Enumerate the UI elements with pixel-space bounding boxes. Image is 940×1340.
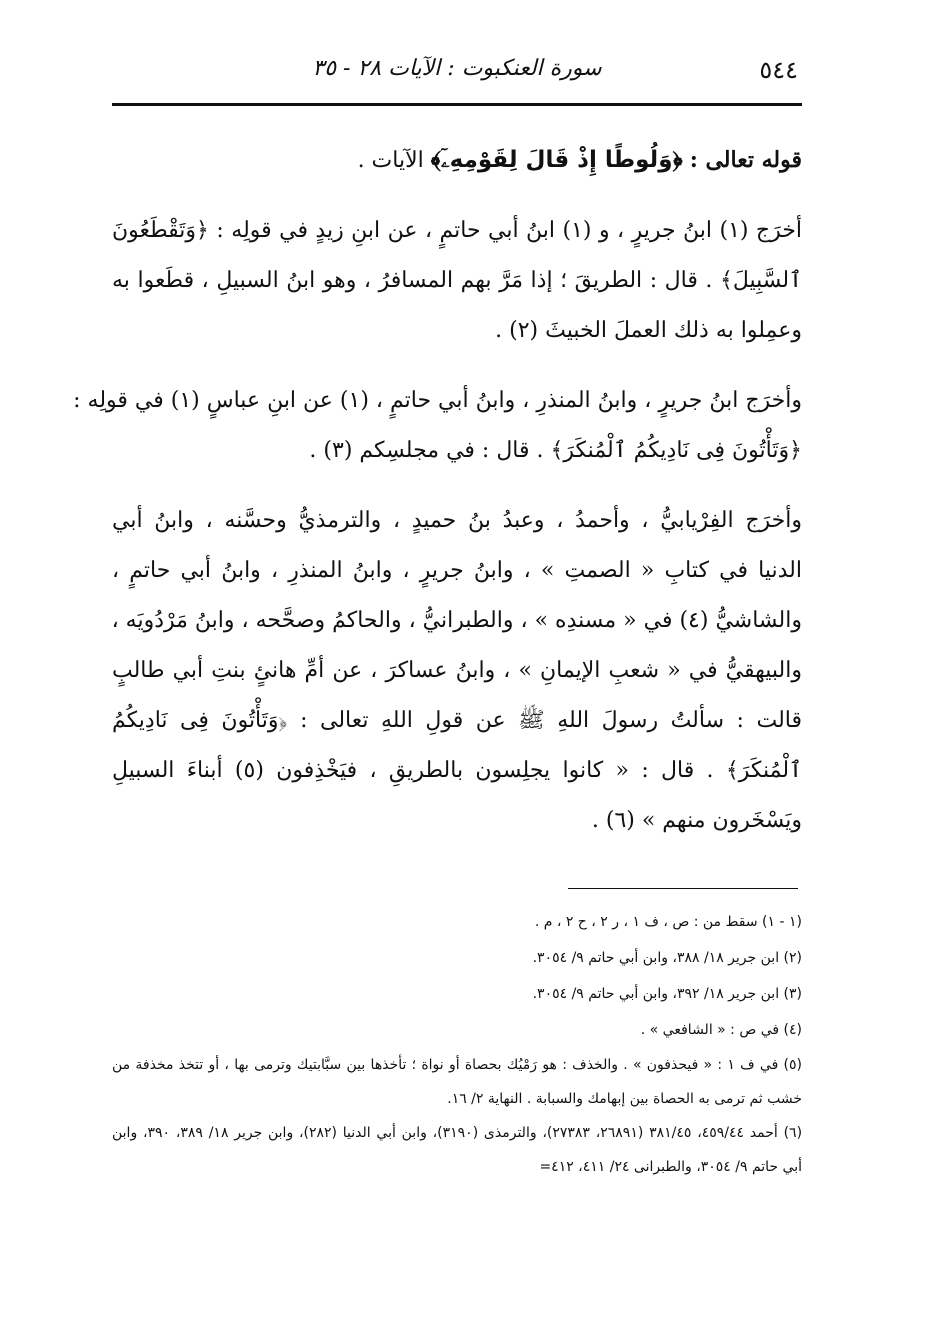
footnote-rule	[568, 888, 798, 889]
page-number: ٥٤٤	[759, 56, 798, 84]
footnote-5: (٥) في ف ١ : « فيحذفون » . والخذف : هو رَمْيُك بحصاة أو نواة ؛ تأخذها بين سبَّابتيك وترمى بها ، أو تتخذ مخذفة من خشب ثم ترمى به الحصاة بين إبهامك والسبابة . النهاية ٢/ ١٦.	[112, 1057, 803, 1107]
paragraph-2-line-1: وأخرَج ابنُ جريرٍ ، وابنُ المنذرِ ، وابنُ أبي حاتمٍ ، (١) عن ابنِ عباسٍ (١) في قولِه :	[73, 388, 802, 413]
paragraph-3-line-6: ٱلْمُنكَرَ﴾ . قال : « كانوا يجلِسون بالطريقِ ، فيَخْذِفون (٥) أبناءَ السبيلِ	[112, 758, 802, 783]
heading-quran-verse: ﴿وَلُوطًا إِذْ قَالَ لِقَوْمِهِۦٓ﴾	[430, 147, 683, 173]
footnotes	[112, 904, 802, 1184]
footnote-2: (٢) ابن جرير ١٨/ ٣٨٨، وابن أبي حاتم ٩/ ٣٠٥٤.	[532, 950, 802, 966]
paragraph-1-line-3: وعمِلوا به ذلك العملَ الخبيثَ (٢) .	[495, 318, 802, 343]
footnote-1: (١ - ١) سقط من : ص ، ف ١ ، ر ٢ ، ح ٢ ، م .	[534, 914, 802, 930]
page-header	[112, 50, 802, 106]
paragraph-2-line-2: ﴿وَتَأْتُونَ فِى نَادِيكُمُ ٱلْمُنكَرَ﴾ . قال : في مجلسِكم (٣) .	[309, 438, 802, 463]
paragraph-3-line-2: الدنيا في كتابِ « الصمتِ » ، وابنُ جريرٍ ، وابنُ المنذرِ ، وابنُ أبي حاتمٍ ،	[112, 558, 802, 583]
footnote-4: (٤) في ص : « الشافعي » .	[640, 1022, 802, 1038]
paragraph-3-line-5: قالت : سألتُ رسولَ اللهِ ﷺ عن قولِ اللهِ تعالى : ﴿وَتَأْتُونَ فِى نَادِيكُمُ	[112, 708, 802, 733]
footnote-3: (٣) ابن جرير ١٨/ ٣٩٢، وابن أبي حاتم ٩/ ٣٠٥٤.	[532, 986, 802, 1002]
footnote-6: (٦) أحمد ٤٥٩/٤٤، ٣٨١/٤٥ (٢٦٨٩١، ٢٧٣٨٣)، والترمذى (٣١٩٠)، وابن أبي الدنيا (٢٨٢)، وابن جرير ١٨/ ٣٨٩، ٣٩٠، وابن أبي حاتم ٩/ ٣٠٥٤، والطبرانى ٢٤/ ٤١١، ٤١٢=	[112, 1125, 803, 1175]
paragraph-3-line-7: ويَسْخَرون منهم » (٦) .	[591, 808, 802, 833]
heading-suffix: الآيات .	[357, 148, 424, 173]
header-rule	[112, 103, 802, 106]
paragraph-3-line-3: والشاشيُّ (٤) في « مسندِه » ، والطبرانيُّ ، والحاكمُ وصحَّحه ، وابنُ مَرْدُويَه ،	[111, 608, 802, 633]
section-heading	[112, 135, 802, 186]
paragraph-3-line-1: وأخرَج الفِرْيابيُّ ، وأحمدُ ، وعبدُ بنُ حميدٍ ، والترمذيُّ وحسَّنه ، وابنُ أبي	[112, 508, 802, 533]
heading-prefix: قوله تعالى :	[689, 147, 802, 173]
paragraph-1-line-1: أخرَج (١) ابنُ جريرٍ ، و (١) ابنُ أبي حاتمٍ ، عن ابنِ زيدٍ في قولِه : ﴿وَتَقْطَعُونَ	[112, 218, 802, 243]
paragraph-1-line-2: ٱلسَّبِيلَ﴾ . قال : الطريقَ ؛ إذا مَرَّ بهم المسافرُ ، وهو ابنُ السبيلِ ، قطَعوا به	[112, 268, 802, 293]
main-text	[73, 135, 802, 846]
paragraph-3-line-4: والبيهقيُّ في « شعبِ الإيمانِ » ، وابنُ عساكرَ ، عن أمِّ هانئٍ بنتِ أبي طالبٍ	[112, 658, 802, 683]
running-title: سورة العنكبوت : الآيات ٢٨ - ٣٥	[312, 56, 602, 81]
